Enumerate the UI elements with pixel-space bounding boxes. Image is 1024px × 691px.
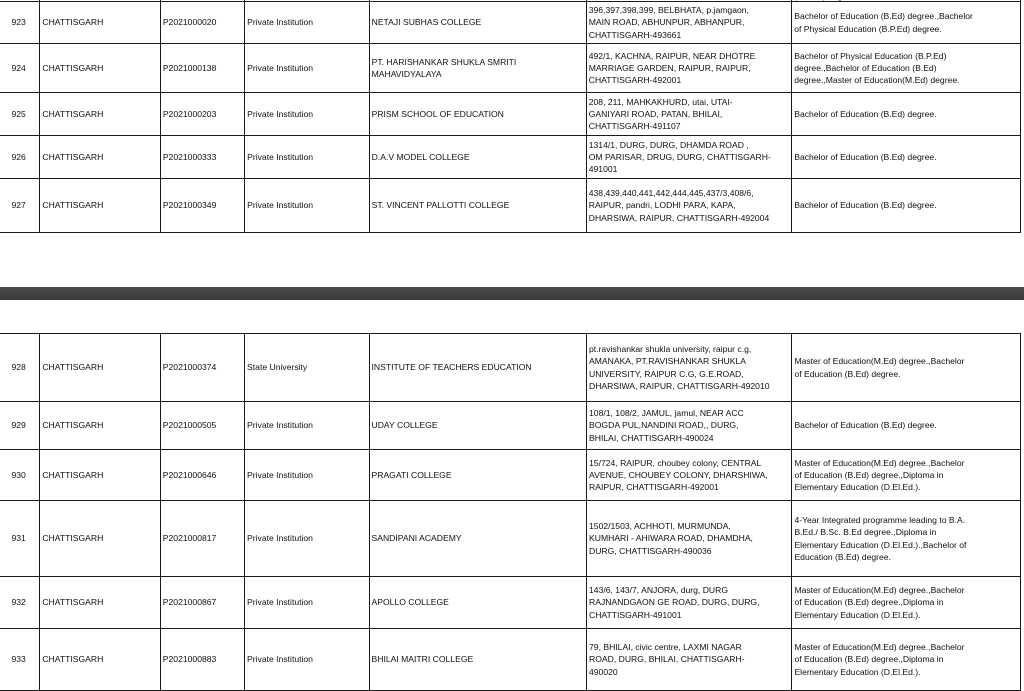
institution-code-cell: P2021000349 (160, 179, 244, 233)
table-row (0, 501, 1021, 577)
address-line: 143/6, 143/7, ANJORA, durg, DURG (589, 585, 729, 596)
state-cell: CHATTISGARH (40, 402, 160, 450)
program-line: of Education (B.Ed) degree.,Diploma in (794, 654, 944, 665)
state-cell: CHATTISGARH (40, 501, 160, 577)
programs-cell (792, 629, 1021, 691)
program-line: Elementary Education (D.El.Ed.). (794, 482, 921, 493)
institution-name-cell (369, 93, 586, 136)
address-line: 1314/1, DURG, DURG, DHAMDA ROAD , (588, 139, 749, 150)
address-line: 108/1, 108/2, JAMUL, jamul, NEAR ACC (589, 408, 744, 419)
address-line: 79, BHILAI, civic centre, LAXMI NAGAR (589, 642, 742, 653)
address-line: MAIN ROAD, ABHUNPUR, ABHANPUR, (588, 17, 745, 28)
address-cell (587, 334, 792, 402)
name-line: UDAY COLLEGE (371, 420, 438, 431)
address-line: 1502/1503, ACHHOTI, MURMUNDA, (589, 521, 731, 532)
address-line: OM PARISAR, DRUG, DURG, CHATTISGARH- (588, 151, 771, 162)
name-line: SANDIPANI ACADEMY (371, 533, 462, 544)
program-line: Bachelor of Physical Education (B.P.Ed) (794, 50, 947, 61)
institution-name-cell (369, 450, 587, 501)
state-cell: CHATTISGARH (40, 179, 160, 233)
page-break-divider (0, 260, 1024, 300)
address-cell (586, 136, 791, 179)
address-line: KUMHARI - AHIWARA ROAD, DHAMDHA, (589, 533, 753, 544)
address-cell (586, 179, 791, 233)
institution-name-cell (369, 136, 586, 179)
address-line: 491001 (588, 164, 618, 175)
serial-number-cell: 927 (0, 179, 40, 233)
state-cell: CHATTISGARH (40, 334, 160, 402)
institution-name-cell (369, 2, 586, 44)
institution-name-cell (369, 44, 586, 93)
program-line: of Physical Education (B.P.Ed) degree. (794, 23, 942, 34)
program-line: of Education (B.Ed) degree.,Diploma in (794, 597, 944, 608)
program-line: Master of Education(M.Ed) degree.,Bachelor (794, 356, 965, 367)
address-line: CHATTISGARH-492001 (588, 75, 682, 86)
program-line: Master of Education(M.Ed) degree.,Bachelor (794, 585, 965, 596)
document-page-top (0, 0, 1024, 260)
address-line: 15/724, RAIPUR, choubey colony, CENTRAL (589, 457, 762, 468)
programs-cell (792, 450, 1021, 501)
address-line: 492/1, KACHNA, RAIPUR, NEAR DHOTRE (588, 50, 756, 61)
table-row (0, 334, 1021, 402)
address-line: DHARSIWA, RAIPUR, CHATTISGARH-492004 (588, 212, 770, 223)
table-row (0, 179, 1021, 233)
address-line: BHILAI, CHATTISGARH-490024 (589, 432, 714, 443)
institution-name-cell (369, 577, 587, 629)
program-line: Bachelor of Education (B.Ed) degree. (794, 108, 937, 119)
table-row (0, 2, 1021, 44)
program-line: 4-Year Integrated programme leading to B.A. (794, 514, 966, 525)
institution-code-cell: P2021000203 (160, 93, 244, 136)
address-line: CHATTISGARH-491001 (589, 609, 682, 620)
institution-name-cell (369, 179, 586, 233)
address-cell (586, 44, 791, 93)
program-line: Bachelor of Education (B.Ed) degree. (794, 151, 937, 162)
address-line: MARRIAGE GARDEN, RAIPUR, RAIPUR, (588, 62, 751, 73)
address-line: 396,397,398,399, BELBHATA, p.jamgaon, (588, 5, 749, 16)
institution-code-cell: P2021000817 (160, 501, 244, 577)
address-cell (587, 629, 792, 691)
name-line: NETAJI SUBHAS COLLEGE (371, 17, 482, 28)
programs-cell (792, 501, 1021, 577)
name-line: ST. VINCENT PALLOTTI COLLEGE (371, 200, 510, 211)
programs-cell (792, 2, 1021, 44)
address-line: CHATTISGARH-491107 (588, 121, 681, 132)
address-line: RAIPUR, CHATTISGARH-492001 (589, 482, 719, 493)
institution-code-cell: P2021000867 (160, 577, 244, 629)
institutions-table-top (0, 0, 1021, 233)
program-line: Bachelor of Education (B.Ed) degree. (794, 420, 937, 431)
institution-type-cell: Private Institution (245, 44, 370, 93)
address-line: pt.ravishankar shukla university, raipur c.g, (589, 343, 752, 354)
address-line: DHARSIWA, RAIPUR, CHATTISGARH-492010 (589, 380, 770, 391)
program-line: Master of Education(M.Ed) degree.,Bachelor (794, 457, 965, 468)
address-line: AVENUE, CHOUBEY COLONY, DHARSHIWA, (589, 469, 768, 480)
institution-code-cell: P2021000020 (160, 2, 244, 44)
address-line: GANIYARI ROAD, PATAN, BHILAI, (588, 108, 723, 119)
program-line: Education (B.Ed) degree. (794, 551, 891, 562)
institution-name-cell (369, 402, 587, 450)
programs-cell (792, 179, 1021, 233)
address-line: 438,439,440,441,442,444,445,437/3,408/6, (588, 188, 754, 199)
serial-number-cell: 932 (0, 577, 40, 629)
institution-type-cell: Private Institution (245, 136, 370, 179)
institution-type-cell: Private Institution (245, 179, 370, 233)
serial-number-cell: 931 (0, 501, 40, 577)
state-cell: CHATTISGARH (40, 93, 160, 136)
institution-code-cell: P2021000646 (160, 450, 244, 501)
serial-number-cell: 925 (0, 93, 40, 136)
institution-code-cell: P2021000374 (160, 334, 244, 402)
programs-cell (792, 44, 1021, 93)
programs-cell (792, 402, 1021, 450)
address-cell (586, 2, 791, 44)
program-line: of Education (B.Ed) degree. (794, 368, 901, 379)
programs-cell (792, 577, 1021, 629)
address-line: 208, 211, MAHKAKHURD, utai, UTAI- (588, 96, 733, 107)
program-line: Elementary Education (D.El.Ed.).,Bachelor of (794, 539, 967, 550)
institution-name-cell (369, 334, 587, 402)
programs-cell (792, 334, 1021, 402)
program-line: Elementary Education (D.El.Ed.). (794, 609, 921, 620)
table-row (0, 629, 1021, 691)
institution-type-cell: Private Institution (245, 450, 369, 501)
address-cell (587, 501, 792, 577)
program-line: Elementary Education (D.El.Ed.). (794, 666, 921, 677)
program-line: Bachelor of Education (B.Ed) degree.,Bachelor (794, 11, 973, 22)
serial-number-cell: 929 (0, 402, 40, 450)
table-row (0, 44, 1021, 93)
serial-number-cell: 923 (0, 2, 40, 44)
program-line: B.Ed./ B.Sc. B.Ed degree.,Diploma in (794, 527, 937, 538)
name-line: PT. HARISHANKAR SHUKLA SMRITI (371, 56, 517, 67)
address-line: BOGDA PUL,NANDINI ROAD,, DURG, (589, 420, 739, 431)
programs-cell (792, 93, 1021, 136)
institution-type-cell: Private Institution (245, 629, 369, 691)
address-line: DURG, CHATTISGARH-490036 (589, 545, 712, 556)
program-line: Master of Education(M.Ed) degree.,Bachelor (794, 642, 965, 653)
address-cell (587, 577, 792, 629)
address-cell (587, 450, 792, 501)
institution-name-cell (369, 501, 587, 577)
name-line: PRISM SCHOOL OF EDUCATION (371, 108, 504, 119)
institution-type-cell: Private Institution (245, 93, 370, 136)
name-line: MAHAVIDYALAYA (371, 69, 442, 79)
name-line: INSTITUTE OF TEACHERS EDUCATION (371, 362, 532, 373)
address-line: RAIPUR, pandri, LODHI PARA, KAPA, (588, 200, 736, 211)
address-line: RAJNANDGAON GE ROAD, DURG, DURG, (589, 597, 760, 608)
address-line: 490020 (589, 666, 618, 677)
table-row (0, 136, 1021, 179)
state-cell: CHATTISGARH (40, 450, 160, 501)
serial-number-cell: 933 (0, 629, 40, 691)
address-line: UNIVERSITY, RAIPUR C.G, G.E.ROAD, (589, 368, 744, 379)
program-line: of Education (B.Ed) degree.,Diploma in (794, 469, 944, 480)
program-line: degree.,Bachelor of Education (B.Ed) (794, 62, 937, 73)
institution-code-cell: P2021000883 (160, 629, 244, 691)
address-line: ROAD, DURG, BHILAI, CHATTISGARH- (589, 654, 745, 665)
institution-type-cell: Private Institution (245, 402, 369, 450)
document-page-bottom (0, 300, 1024, 677)
state-cell: CHATTISGARH (40, 577, 160, 629)
institution-code-cell: P2021000138 (160, 44, 244, 93)
state-cell: CHATTISGARH (40, 629, 160, 691)
name-line: PRAGATI COLLEGE (371, 469, 452, 480)
table-row (0, 577, 1021, 629)
programs-cell (792, 136, 1021, 179)
serial-number-cell: 924 (0, 44, 40, 93)
address-line: AMANAKA, PT.RAVISHANKAR SHUKLA (589, 356, 746, 367)
name-line: APOLLO COLLEGE (371, 597, 449, 608)
institutions-table-bottom (0, 333, 1021, 691)
table-row (0, 450, 1021, 501)
serial-number-cell: 930 (0, 450, 40, 501)
state-cell: CHATTISGARH (40, 136, 160, 179)
institution-code-cell: P2021000505 (160, 402, 244, 450)
table-row (0, 402, 1021, 450)
institution-type-cell: State University (245, 334, 369, 402)
name-line: D.A.V MODEL COLLEGE (371, 151, 470, 162)
program-line: degree.,Master of Education(M.Ed) degree. (794, 75, 960, 86)
address-cell (586, 93, 791, 136)
name-line: BHILAI MAITRI COLLEGE (371, 654, 474, 665)
serial-number-cell: 928 (0, 334, 40, 402)
institution-type-cell: Private Institution (245, 577, 369, 629)
institution-type-cell: Private Institution (245, 2, 370, 44)
address-line: CHATTISGARH-493661 (588, 29, 682, 40)
institution-name-cell (369, 629, 587, 691)
state-cell: CHATTISGARH (40, 2, 160, 44)
institution-code-cell: P2021000333 (160, 136, 244, 179)
institution-type-cell: Private Institution (245, 501, 369, 577)
state-cell: CHATTISGARH (40, 44, 160, 93)
table-row (0, 93, 1021, 136)
address-cell (587, 402, 792, 450)
program-line: Bachelor of Education (B.Ed) degree. (794, 200, 937, 211)
serial-number-cell: 926 (0, 136, 40, 179)
